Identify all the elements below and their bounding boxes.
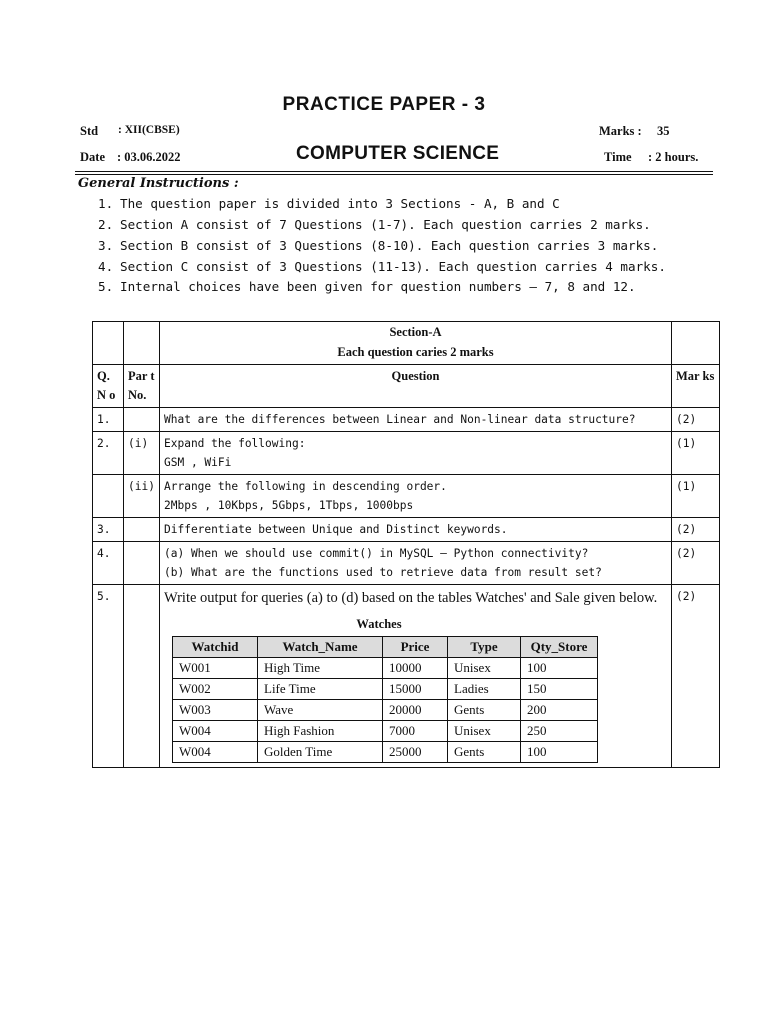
marks-label: Marks :	[599, 124, 642, 138]
header-rule-top	[75, 171, 713, 172]
subject-title: COMPUTER SCIENCE	[296, 143, 500, 164]
part-cell	[124, 542, 160, 585]
col-marks-header: Mar ks	[672, 365, 720, 408]
col-part-header: Par t No.	[124, 365, 160, 408]
instructions-heading: General Instructions :	[78, 176, 239, 191]
watches-row	[173, 700, 598, 721]
watches-cell: 20000	[383, 700, 448, 721]
question-marks: (1)	[672, 432, 720, 475]
part-cell	[124, 585, 160, 768]
part-number: (i)	[124, 432, 160, 475]
instruction-number: 4.	[98, 259, 114, 274]
watches-col-header: Watch_Name	[258, 637, 383, 658]
instruction-item	[98, 259, 666, 274]
watches-cell: W003	[173, 700, 258, 721]
instruction-number: 3.	[98, 238, 114, 253]
watches-col-header: Qty_Store	[521, 637, 598, 658]
instruction-text: Section C consist of 3 Questions (11-13). Each question carries 4 marks.	[120, 259, 666, 274]
watches-cell: Unisex	[448, 721, 521, 742]
watches-cell: 10000	[383, 658, 448, 679]
question-text-cell	[160, 585, 672, 768]
header-rule-bottom	[75, 174, 713, 175]
section-subtitle: Each question caries 2 marks	[337, 345, 494, 359]
instruction-text: Section A consist of 7 Questions (1-7). Each question carries 2 marks.	[120, 217, 651, 232]
time-label: Time	[604, 150, 632, 164]
question-marks: (2)	[672, 408, 720, 432]
instruction-item	[98, 238, 658, 253]
question-marks: (2)	[672, 585, 720, 768]
watches-cell: Golden Time	[258, 742, 383, 763]
question-marks: (2)	[672, 542, 720, 585]
watches-cell: 150	[521, 679, 598, 700]
watches-cell: 100	[521, 658, 598, 679]
std-label: Std	[80, 124, 99, 138]
question-text-cell	[160, 432, 672, 475]
section-title-cell	[160, 322, 672, 365]
instruction-text: The question paper is divided into 3 Sections - A, B and C	[120, 196, 560, 211]
watches-cell: 200	[521, 700, 598, 721]
question-line: 2Mbps , 10Kbps, 5Gbps, 1Tbps, 1000bps	[164, 499, 414, 512]
watches-cell: Gents	[448, 742, 521, 763]
watches-cell: W004	[173, 721, 258, 742]
watches-header-row	[173, 637, 598, 658]
question-text-cell	[160, 475, 672, 518]
watches-cell: 100	[521, 742, 598, 763]
watches-cell: Life Time	[258, 679, 383, 700]
part-cell	[124, 518, 160, 542]
watches-caption: Watches	[356, 617, 402, 631]
watches-cell: W002	[173, 679, 258, 700]
question-text: Write output for queries (a) to (d) based on the tables Watches' and Sale given below.	[164, 590, 658, 606]
watches-cell: High Time	[258, 658, 383, 679]
question-marks: (1)	[672, 475, 720, 518]
question-number: 1.	[93, 408, 124, 432]
instruction-item	[98, 279, 636, 294]
table-row	[93, 542, 720, 585]
watches-cell: Wave	[258, 700, 383, 721]
instruction-number: 2.	[98, 217, 114, 232]
instruction-text: Section B consist of 3 Questions (8-10). Each question carries 3 marks.	[120, 238, 659, 253]
question-number: 3.	[93, 518, 124, 542]
marks-value: 35	[657, 124, 670, 138]
part-cell	[124, 408, 160, 432]
watches-cell: W001	[173, 658, 258, 679]
watches-row	[173, 679, 598, 700]
std-value: : XII(CBSE)	[118, 124, 180, 136]
question-line: (b) What are the functions used to retrieve data from result set?	[164, 566, 602, 579]
section-a-table	[92, 321, 720, 768]
table-row	[93, 585, 720, 768]
watches-cell: 25000	[383, 742, 448, 763]
instruction-number: 1.	[98, 196, 114, 211]
question-marks: (2)	[672, 518, 720, 542]
table-row	[93, 432, 720, 475]
watches-col-header: Type	[448, 637, 521, 658]
watches-col-header: Price	[383, 637, 448, 658]
watches-row	[173, 721, 598, 742]
watches-cell: Ladies	[448, 679, 521, 700]
instruction-item	[98, 217, 651, 232]
question-number: 4.	[93, 542, 124, 585]
header-blank-cell	[672, 322, 720, 365]
question-number: 2.	[93, 432, 124, 475]
part-number: (ii)	[124, 475, 160, 518]
col-question-header: Question	[160, 365, 672, 408]
paper-title: PRACTICE PAPER - 3	[282, 94, 486, 115]
question-number-empty	[93, 475, 124, 518]
question-line: GSM , WiFi	[164, 456, 232, 469]
question-text-cell	[160, 542, 672, 585]
watches-row	[173, 742, 598, 763]
watches-cell: High Fashion	[258, 721, 383, 742]
watches-cell: 250	[521, 721, 598, 742]
instruction-text: Internal choices have been given for question numbers – 7, 8 and 12.	[120, 279, 636, 294]
instruction-item	[98, 196, 560, 211]
question-line: Expand the following:	[164, 437, 306, 450]
watches-table	[172, 636, 598, 763]
watches-row	[173, 658, 598, 679]
table-row	[93, 408, 720, 432]
table-row	[93, 475, 720, 518]
watches-cell: Unisex	[448, 658, 521, 679]
question-text: Differentiate between Unique and Distinct keywords.	[160, 518, 672, 542]
question-line: (a) When we should use commit() in MySQL – Python connectivity?	[164, 547, 589, 560]
time-value: : 2 hours.	[648, 150, 699, 164]
table-row	[93, 518, 720, 542]
watches-col-header: Watchid	[173, 637, 258, 658]
header-blank-cell	[93, 322, 124, 365]
date-label: Date	[80, 150, 105, 164]
question-line: Arrange the following in descending order.	[164, 480, 447, 493]
col-qno-header: Q. N o	[93, 365, 124, 408]
watches-cell: 15000	[383, 679, 448, 700]
column-header-row	[93, 365, 720, 408]
section-header-row	[93, 322, 720, 365]
header-blank-cell	[124, 322, 160, 365]
question-number: 5.	[93, 585, 124, 768]
watches-cell: Gents	[448, 700, 521, 721]
section-title: Section-A	[389, 325, 442, 339]
date-value: : 03.06.2022	[117, 150, 181, 164]
watches-cell: 7000	[383, 721, 448, 742]
watches-cell: W004	[173, 742, 258, 763]
instruction-number: 5.	[98, 279, 114, 294]
question-text: What are the differences between Linear and Non-linear data structure?	[160, 408, 672, 432]
